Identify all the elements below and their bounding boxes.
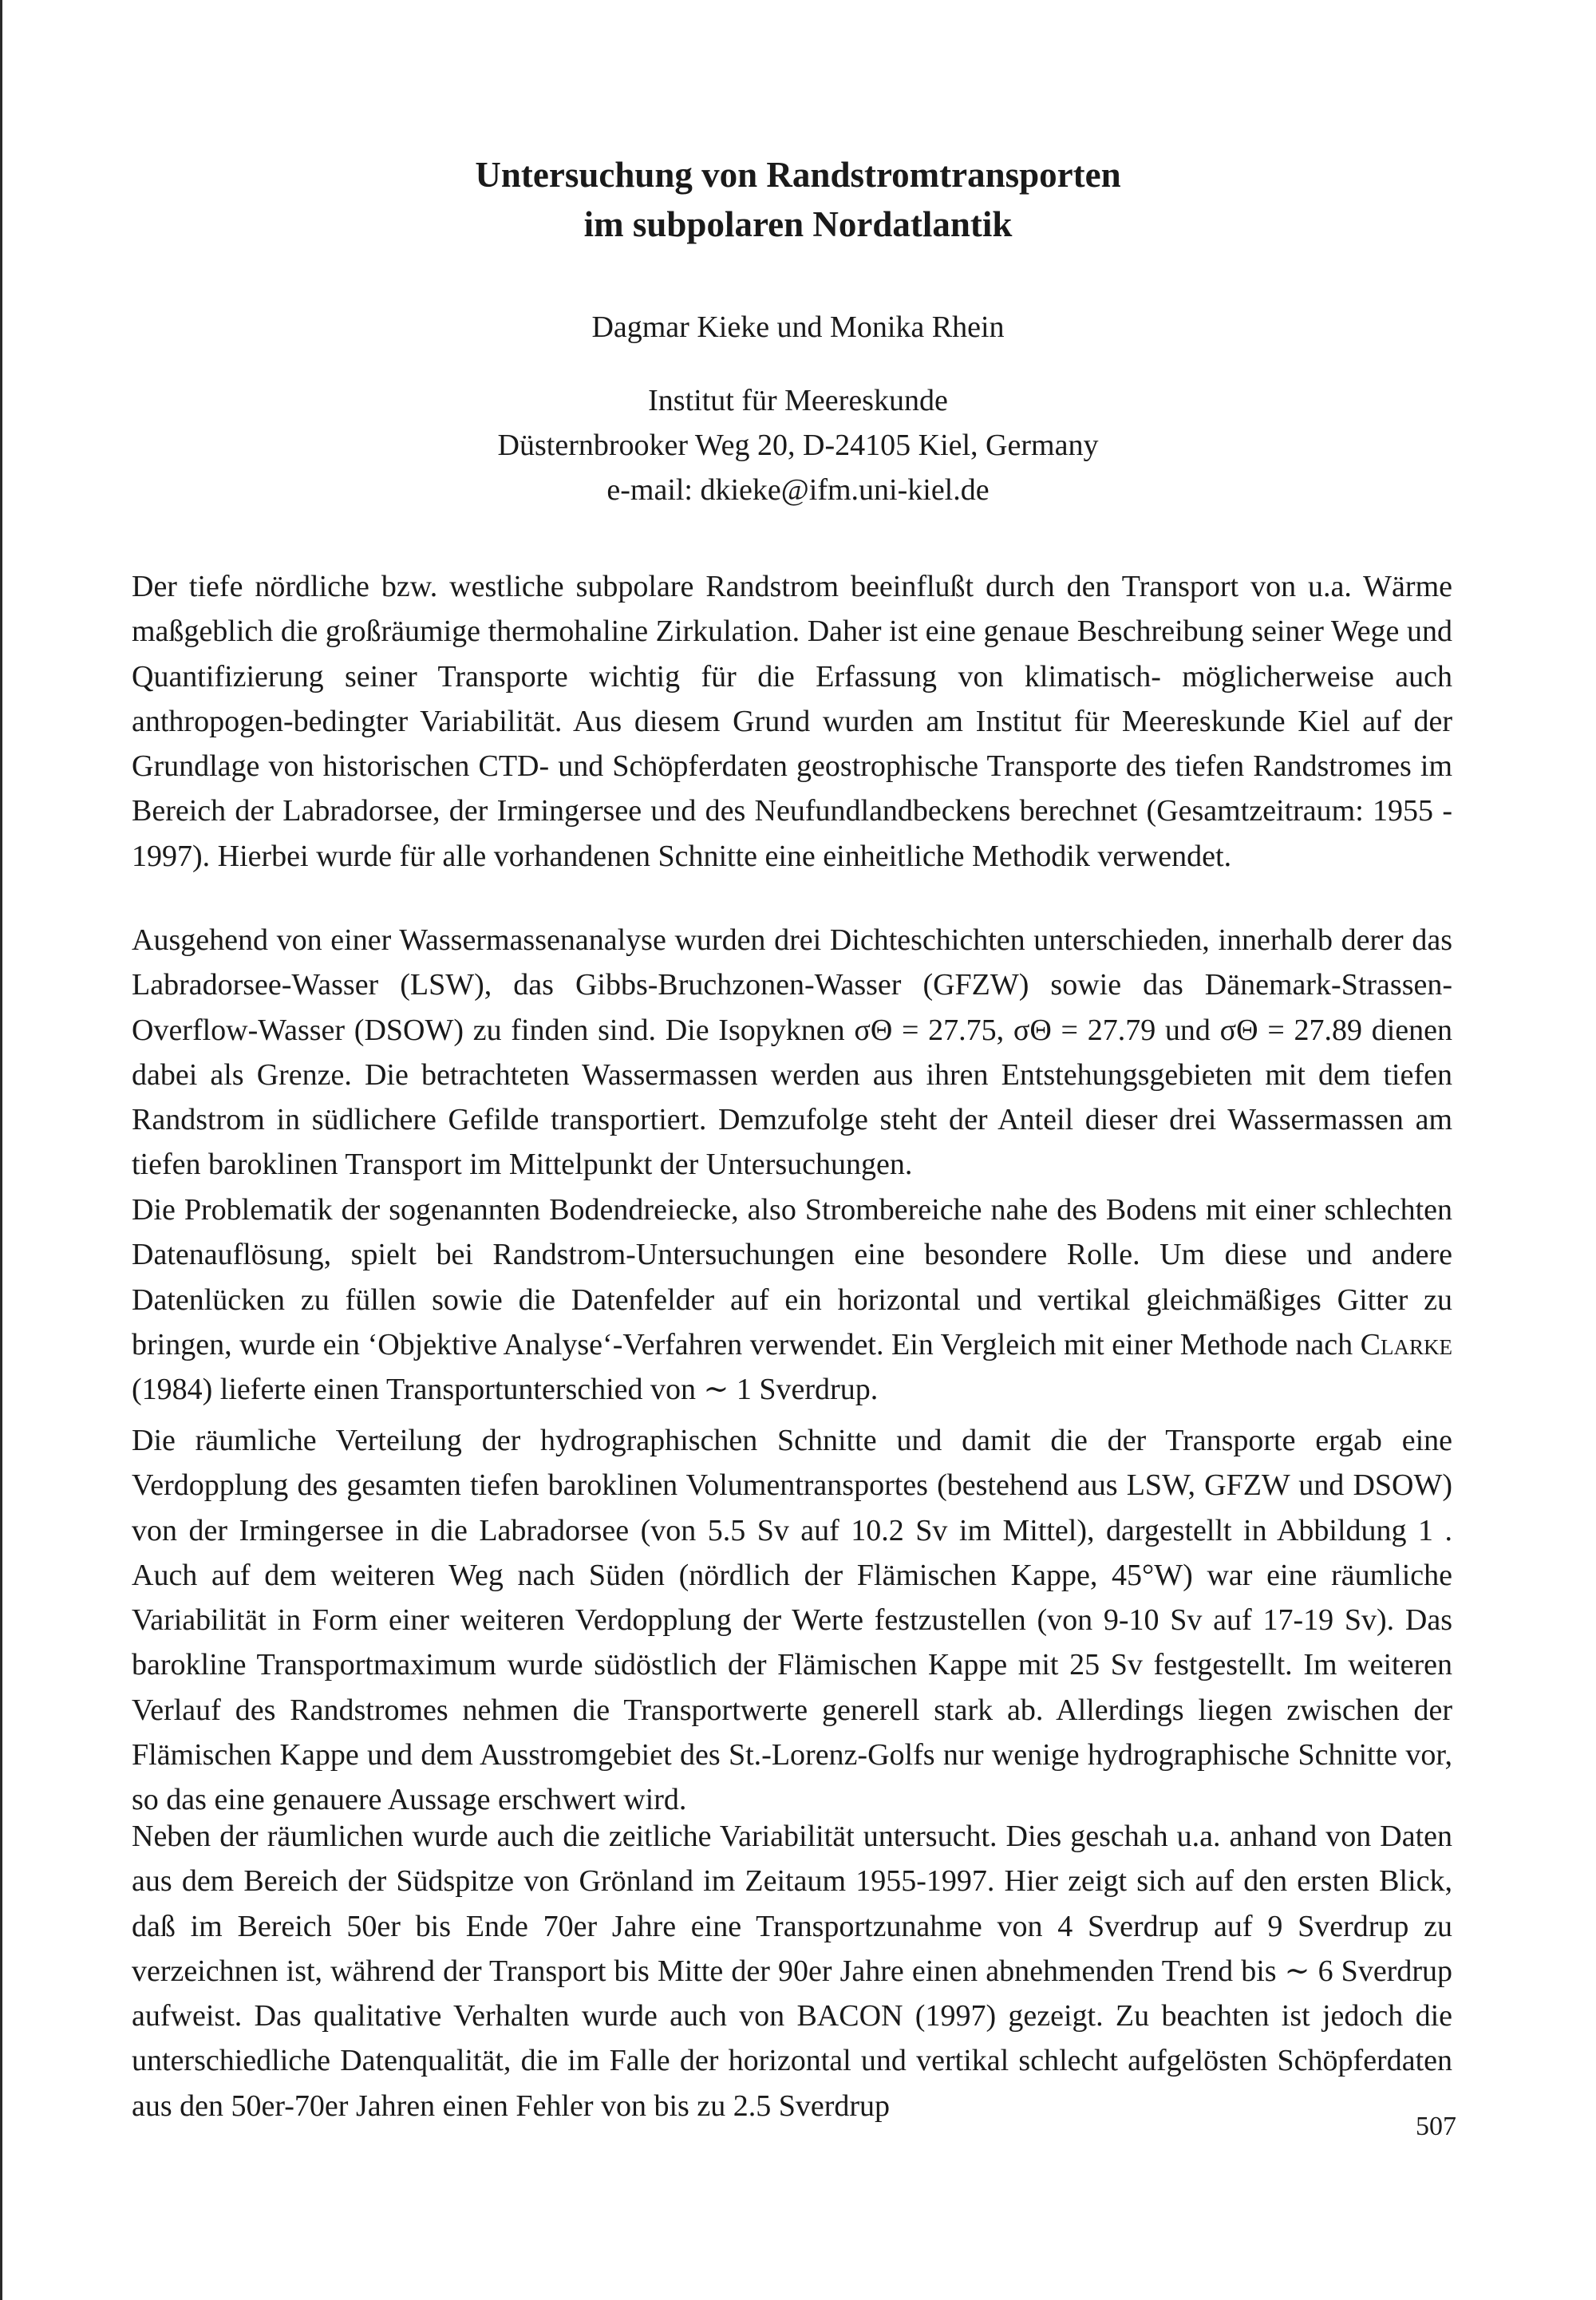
paragraph-3: [132, 1188, 1452, 1412]
authors: Dagmar Kieke und Monika Rhein: [591, 310, 1005, 344]
paragraph-5: Neben der räumlichen wurde auch die zeitliche Variabilität untersucht. Dies geschah u.a. anhand von Daten aus dem Bereich der Südspitze von Grönland im Zeitaum 1955-1997. Hier zeigt sich auf den ersten Blick, daß im Bereich 50er bis Ende 70er Jahre eine Transportzunahme von 4 Sverdrup auf 9 Sverdrup zu verzeichnen ist, während der Transport bis Mitte der 90er Jahre einen abnehmenden Trend bis ∼ 6 Sverdrup aufweist. Das qualitative Verhalten wurde auch von BACON (1997) gezeigt. Zu beachten ist jedoch die unterschiedliche Datenqualität, die im Falle der horizontal und vertikal schlecht aufgelösten Schöpferdaten aus den 50er-70er Jahren einen Fehler von bis zu 2.5 Sverdrup: [132, 1820, 1452, 2123]
paragraph-1: Der tiefe nördliche bzw. westliche subpolare Randstrom beeinflußt durch den Transport von u.a. Wärme maßgeblich die großräumige thermohaline Zirkulation. Daher ist eine genaue Beschreibung seiner Wege und Quantifizierung seiner Transporte wichtig für die Erfassung von klimatisch- möglicherweise auch anthropogen-bedingter Variabilität. Aus diesem Grund wurden am Institut für Meereskunde Kiel auf der Grundlage von historischen CTD- und Schöpferdaten geostrophische Transporte des tiefen Randstromes im Bereich der Labradorsee, der Irmingersee und des Neufundlandbeckens berechnet (Gesamtzeitraum: 1955 - 1997). Hierbei wurde für alle vorhandenen Schnitte eine einheitliche Methodik verwendet.: [132, 570, 1452, 873]
affiliation: [0, 378, 1596, 512]
paper-title: [0, 150, 1596, 249]
paragraph-2: Ausgehend von einer Wassermassenanalyse wurden drei Dichteschichten unterschieden, innerhalb derer das Labradorsee-Wasser (LSW), das Gibbs-Bruchzonen-Wasser (GFZW) sowie das Dänemark-Strassen-Overflow-Wasser (DSOW) zu finden sind. Die Isopyknen σΘ = 27.75, σΘ = 27.79 und σΘ = 27.89 dienen dabei als Grenze. Die betrachteten Wassermassen werden aus ihren Entstehungsgebieten mit dem tiefen Randstrom in südlichere Gefilde transportiert. Demzufolge steht der Anteil dieser drei Wassermassen am tiefen baroklinen Transport im Mittelpunkt der Untersuchungen.: [132, 923, 1452, 1182]
paragraph-3-text-b: (1984) lieferte einen Transportunterschied von ∼ 1 Sverdrup.: [132, 1373, 879, 1407]
page-number: 507: [1416, 2112, 1456, 2141]
title-line-2: im subpolaren Nordatlantik: [583, 204, 1013, 244]
title-line-1: Untersuchung von Randstromtransporten: [475, 155, 1121, 195]
cited-author-clarke: Clarke: [1360, 1327, 1453, 1361]
address: Düsternbrooker Weg 20, D-24105 Kiel, Germany: [497, 429, 1099, 462]
institute: Institut für Meereskunde: [648, 384, 948, 417]
paragraph-4: Die räumliche Verteilung der hydrographischen Schnitte und damit die der Transporte ergab eine Verdopplung des gesamten tiefen baroklinen Volumentransportes (bestehend aus LSW, GFZW und DSOW) von der Irmingersee in die Labradorsee (von 5.5 Sv auf 10.2 Sv im Mittel), dargestellt in Abbildung 1 . Auch auf dem weiteren Weg nach Süden (nördlich der Flämischen Kappe, 45°W) war eine räumliche Variabilität in Form einer weiteren Verdopplung der Werte festzustellen (von 9-10 Sv auf 17-19 Sv). Das barokline Transportmaximum wurde südöstlich der Flämischen Kappe mit 25 Sv festgestellt. Im weiteren Verlauf des Randstromes nehmen die Transportwerte generell stark ab. Allerdings liegen zwischen der Flämischen Kappe und dem Ausstromgebiet des St.-Lorenz-Golfs nur wenige hydrographische Schnitte vor, so das eine genauere Aussage erschwert wird.: [132, 1424, 1452, 1817]
email: e-mail: dkieke@ifm.uni-kiel.de: [606, 473, 990, 507]
paragraph-3-text-a: Die Problematik der sogenannten Bodendreiecke, also Strombereiche nahe des Bodens mit einer schlechten Datenauflösung, spielt bei Randstrom-Untersuchungen eine besondere Rolle. Um diese und andere Datenlücken zu füllen sowie die Datenfelder auf ein horizontal und vertikal gleichmäßiges Gitter zu bringen, wurde ein ‘Objektive Analyse‘-Verfahren verwendet. Ein Vergleich mit einer Methode nach: [132, 1193, 1452, 1361]
